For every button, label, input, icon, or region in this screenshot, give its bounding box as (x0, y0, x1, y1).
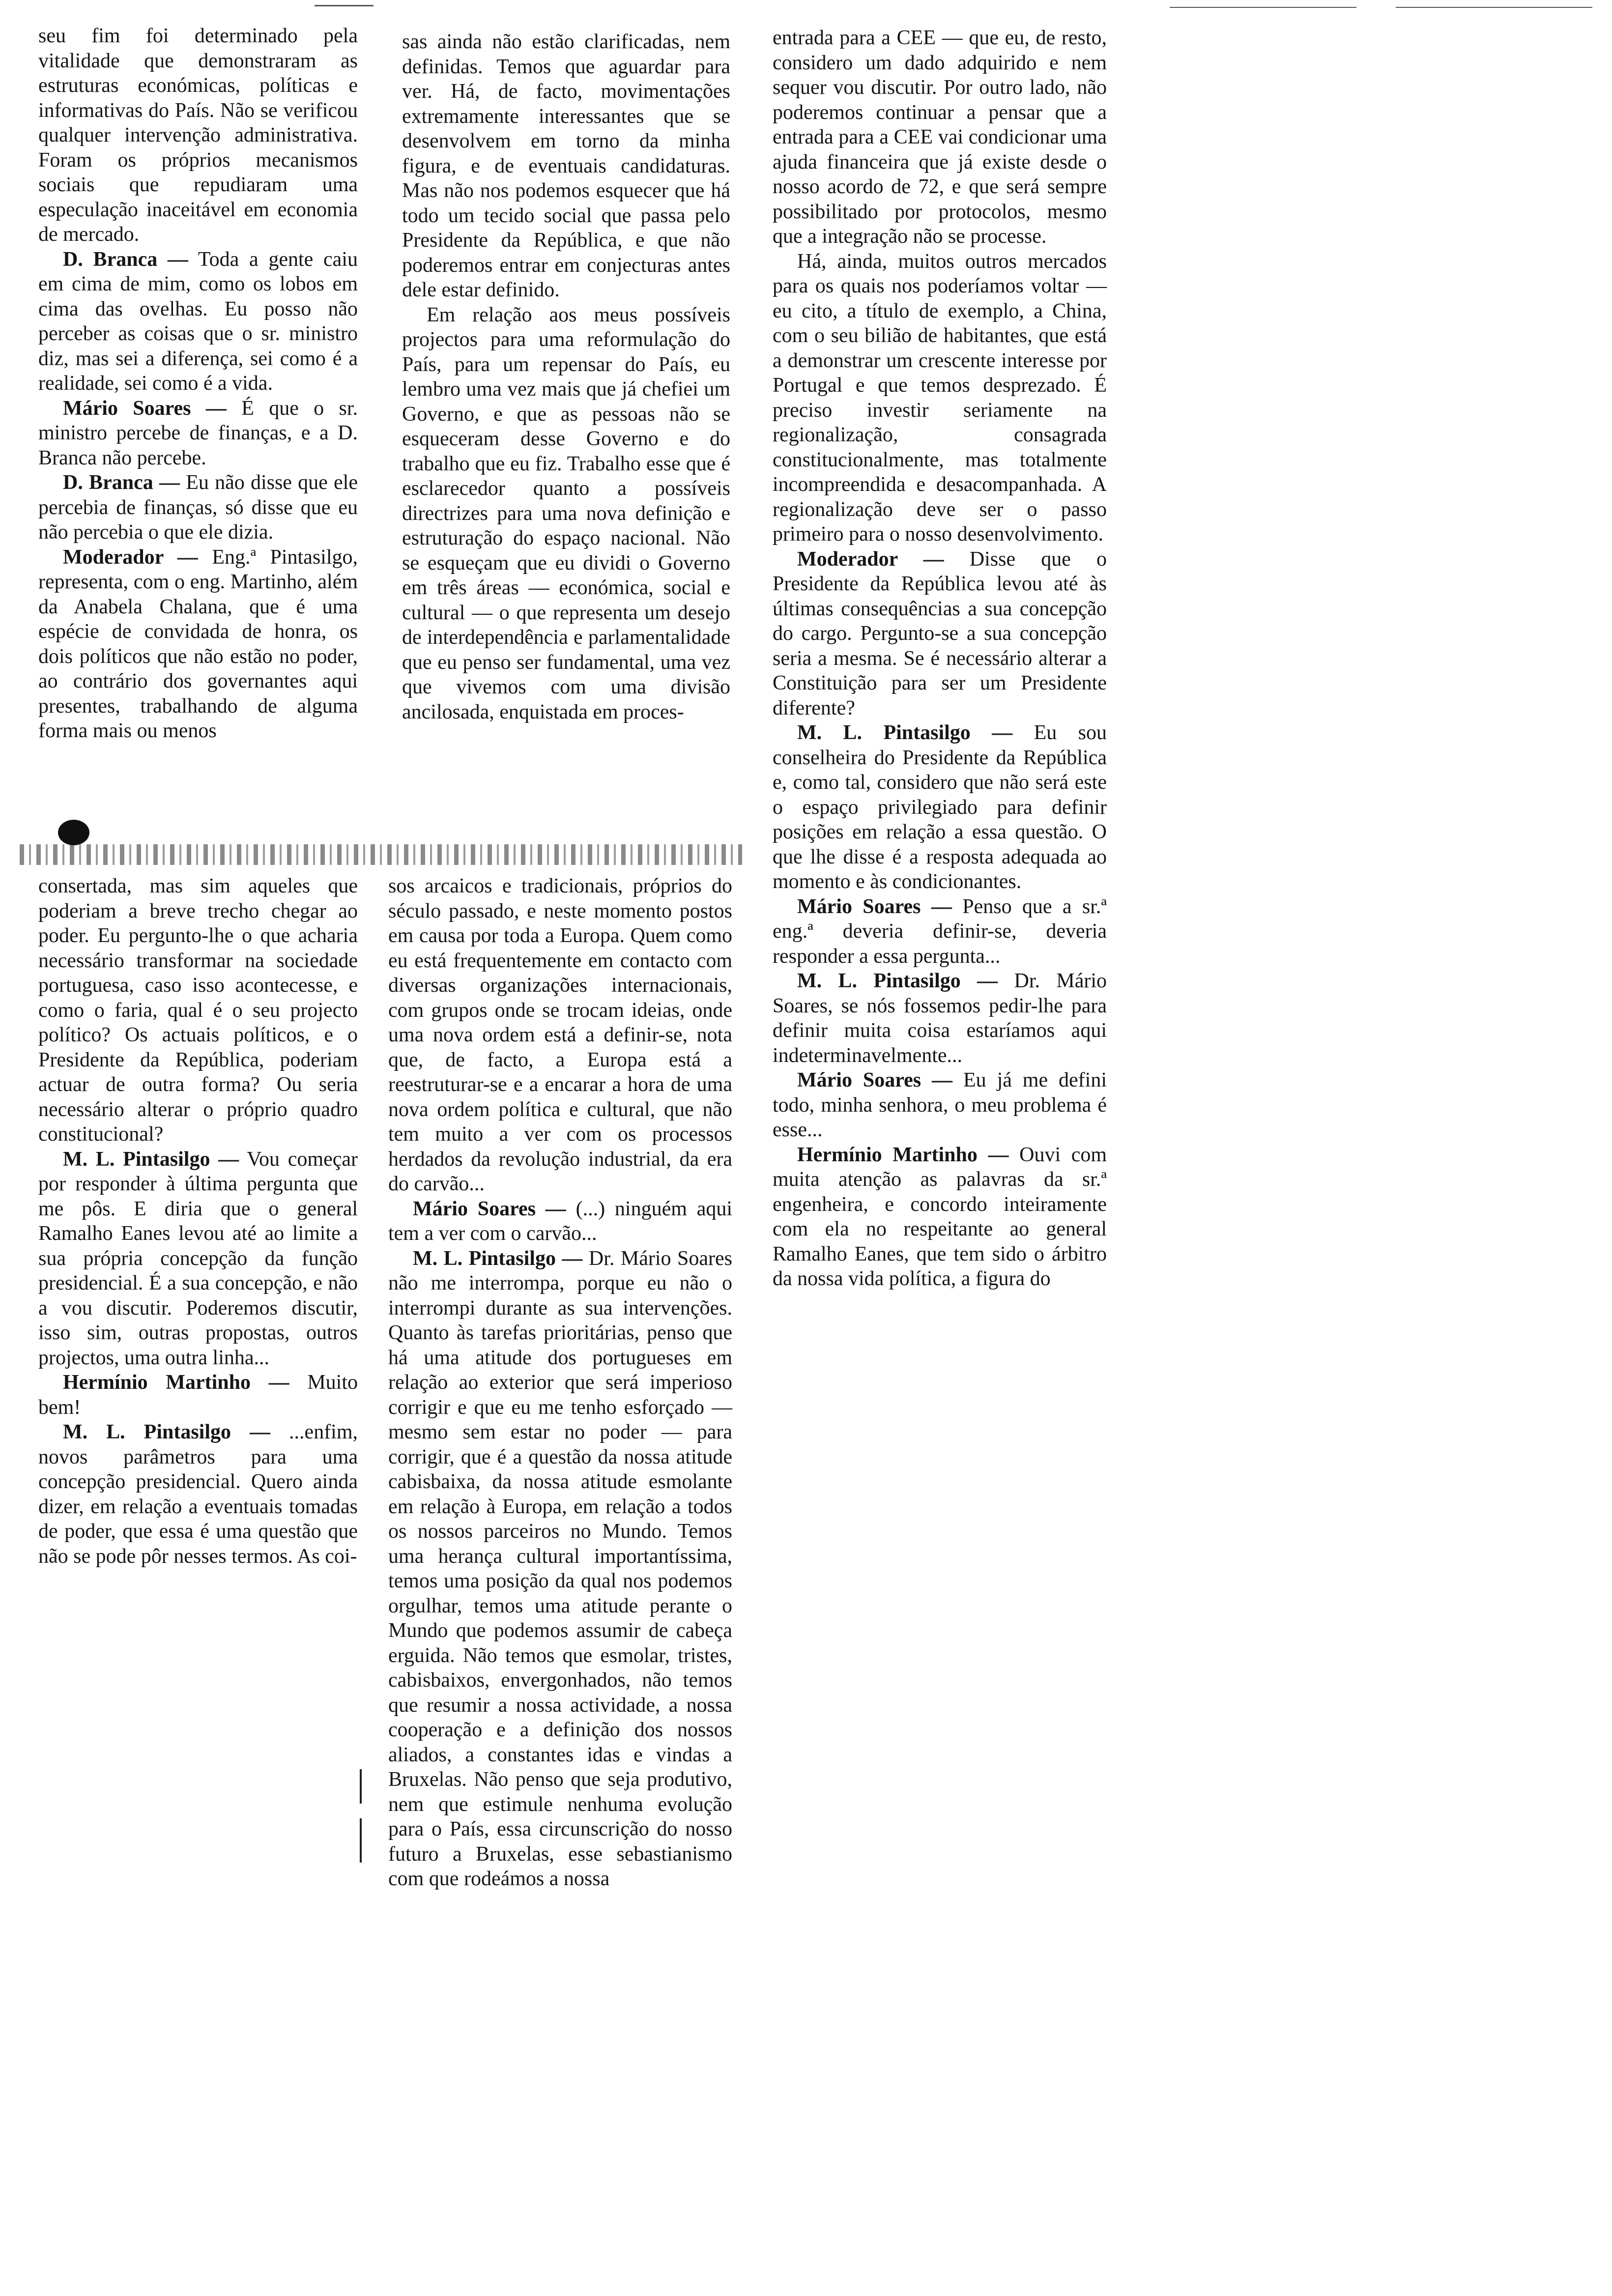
margin-mark (360, 1818, 362, 1863)
paragraph (388, 1246, 732, 1892)
speaker-name: Mário Soares — (63, 397, 227, 420)
paragraph (38, 470, 358, 545)
speaker-name: Hermínio Martinho — (797, 1143, 1009, 1166)
ink-blot (58, 820, 89, 845)
speaker-name: Mário Soares — (797, 895, 952, 918)
paragraph (773, 894, 1107, 969)
paragraph-text: Eu não disse que ele percebia de finanças, só disse que eu não percebia o que ele dizia. (38, 471, 358, 544)
paragraph-text: Disse que o Presidente da República levou até às últimas consequências a sua concepção do cargo. Pergunto-se a sua concepção seria a mesma. Se é necessário alterar a Constituição para ser um Presidente diferente? (773, 547, 1107, 719)
paragraph-text: Toda a gente caiu em cima de mim, como os lobos em cima das ovelhas. Eu posso não perceber as coisas que o sr. ministro diz, mas sei a diferença, sei como é a realidade, sei como é a vida. (38, 248, 358, 395)
paragraph (773, 26, 1107, 249)
paragraph-text: Vou começar por responder à última pergunta que me pôs. E diria que o general Ramalho Eanes levou até ao limite a sua própria concepção da função presidencial. É a sua concepção, e não a vou discutir. Poderemos discutir, isso sim, outras propostas, outros projectos, uma outra linha... (38, 1148, 358, 1369)
paragraph (773, 720, 1107, 894)
speaker-name: M. L. Pintasilgo — (63, 1421, 271, 1443)
top-rule-mark (1170, 7, 1356, 8)
top-rule-mark (315, 5, 374, 6)
paragraph (38, 247, 358, 396)
paragraph (773, 547, 1107, 721)
speaker-name: Mário Soares — (413, 1197, 566, 1220)
paragraph (38, 24, 358, 247)
paragraph-text: seu fim foi determinado pela vitalidade que demonstraram as estruturas económicas, políticas e informativas do País. Não se verificou qualquer intervenção administrativa. Foram os próprios mecanismos sociais que repudiaram uma especulação inaceitável em economia de mercado. (38, 25, 358, 246)
paragraph-text: Muito bem! (38, 1371, 358, 1419)
paragraph (38, 874, 358, 1147)
paragraph-text: sas ainda não estão clarificadas, nem definidas. Temos que aguardar para ver. Há, de facto, movimentações extremamente interessantes que se desenvolvem em torno da minha figura, e de eventuais candidaturas. Mas não nos podemos esquecer que há todo um tecido social que passa pelo Presidente da República, e que não poderemos entrar em conjecturas antes dele estar definido. (402, 30, 730, 301)
column-3 (773, 26, 1107, 1292)
paragraph (38, 1147, 358, 1371)
paragraph-text: ...enfim, novos parâmetros para uma concepção presidencial. Quero ainda dizer, em relação a eventuais tomadas de poder, que essa é uma questão que não se pode pôr nesses termos. As coi- (38, 1421, 358, 1568)
speaker-name: M. L. Pintasilgo — (797, 970, 998, 992)
top-rule-mark (1396, 7, 1592, 8)
speaker-name: M. L. Pintasilgo — (413, 1247, 583, 1270)
column-1-top (38, 24, 358, 744)
page-fold-noise (20, 844, 742, 865)
paragraph-text: É que o sr. ministro percebe de finanças, e a D. Branca não percebe. (38, 397, 358, 469)
column-1-bottom (38, 874, 358, 1569)
margin-mark (360, 1769, 362, 1804)
column-2-bottom (388, 874, 732, 1892)
speaker-name: D. Branca — (63, 248, 188, 271)
paragraph-text: entrada para a CEE — que eu, de resto, considero um dado adquirido e nem sequer vou discutir. Por outro lado, não poderemos continuar a pensar que a entrada para a CEE vai condicionar uma ajuda financeira que já existe desde o nosso acordo de 72, e que será sempre possibilitado por protocolos, mesmo que a integração não se processe. (773, 27, 1107, 248)
paragraph (773, 1143, 1107, 1292)
paragraph-text: Em relação aos meus possíveis projectos para uma reformulação do País, para um repensar do País, eu lembro uma vez mais que já chefiei um Governo, e que as pessoas não se esqueceram desse Governo e do trabalho que eu fiz. Trabalho esse que é esclarecedor quanto a possíveis directrizes para uma nova definição e estruturação do espaço nacional. Não se esqueçam que eu dividi o Governo em três áreas — económica, social e cultural — o que representa um desejo de interdependência e parlamentalidade que eu penso ser fundamental, uma vez que vivemos com uma divisão ancilosada, enquistada em proces- (402, 303, 730, 723)
paragraph-text: Dr. Mário Soares, se nós fossemos pedir-lhe para definir muita coisa estaríamos aqui indeterminavelmente... (773, 970, 1107, 1067)
paragraph (402, 29, 730, 303)
speaker-name: Hermínio Martinho — (63, 1371, 289, 1394)
paragraph-text: Eu já me defini todo, minha senhora, o meu problema é esse... (773, 1069, 1107, 1141)
paragraph (38, 1420, 358, 1569)
paragraph (38, 1370, 358, 1420)
paragraph-text: Dr. Mário Soares não me interrompa, porque eu não o interrompi durante as sua intervenções. Quanto às tarefas prioritárias, penso que há uma atitude dos portugueses em relação ao exterior que será imperioso corrigir e que eu me tenho esforçado — mesmo sem estar no poder — para corrigir, que é a questão da nossa atitude cabisbaixa, da nossa atitude esmolante em relação à Europa, em relação a todos os nossos parceiros no Mundo. Temos uma herança cultural importantíssima, temos uma posição da qual nos podemos orgulhar, temos uma atitude perante o Mundo que podemos assumir de cabeça erguida. Não temos que esmolar, tristes, cabisbaixos, envergonhados, não temos que resumir a nossa actividade, a nossa cooperação e a definição dos nossos aliados, a constantes idas e vindas a Bruxelas. Não penso que seja produtivo, nem que estimule nenhuma evolução para o País, essa circunscrição do nosso futuro a Bruxelas, esse sebastianismo com que rodeámos a nossa (388, 1247, 732, 1890)
speaker-name: M. L. Pintasilgo — (797, 721, 1013, 744)
paragraph-text: Há, ainda, muitos outros mercados para os quais nos poderíamos voltar — eu cito, a título de exemplo, a China, com o seu bilião de habitantes, que está a demonstrar um crescente interesse por Portugal e que temos desprezado. É preciso investir seriamente na regionalização, consagrada constitucionalmente, mas totalmente incompreendida e desacompanhada. A regionalização deve ser o passo primeiro para o nosso desenvolvimento. (773, 250, 1107, 545)
speaker-name: Moderador — (63, 545, 198, 569)
paragraph-text: sos arcaicos e tradicionais, próprios do século passado, e neste momento postos em causa por toda a Europa. Quem como eu está frequentemente em contacto com diversas organizações internacionais, com grupos onde se trocam ideias, onde uma nova ordem está a definir-se, nota que, de facto, a Europa está a reestruturar-se e a encarar a hora de uma nova ordem política e cultural, que não tem muito a ver com os processos herdados da revolução industrial, da era do carvão... (388, 875, 732, 1195)
paragraph-text: Ouvi com muita atenção as palavras da sr.ª engenheira, e concordo inteiramente com ela no respeitante ao general Ramalho Eanes, que tem sido o árbitro da nossa vida política, a figura do (773, 1143, 1107, 1290)
paragraph (773, 969, 1107, 1068)
paragraph-text: (...) ninguém aqui tem a ver com o carvão... (388, 1197, 733, 1245)
paragraph-text: Eu sou conselheira do Presidente da República e, como tal, considero que não será este o espaço privilegiado para definir posições em relação a essa questão. O que lhe disse é a resposta adequada ao momento e às condicionantes. (773, 721, 1107, 893)
paragraph-text: consertada, mas sim aqueles que poderiam a breve trecho chegar ao poder. Eu pergunto-lhe o que acharia necessário transformar na sociedade portuguesa, caso isso acontecesse, e como o faria, qual é o seu projecto político? Os actuais políticos, e o Presidente da República, poderiam actuar de outra forma? Ou seria necessário alterar o próprio quadro constitucional? (38, 875, 358, 1146)
paragraph (773, 1068, 1107, 1143)
paragraph (38, 396, 358, 471)
paragraph (402, 303, 730, 725)
paragraph (773, 249, 1107, 547)
column-2-top (402, 29, 730, 724)
speaker-name: Moderador — (797, 547, 944, 571)
speaker-name: D. Branca — (63, 471, 180, 494)
paragraph-text: Penso que a sr.ª eng.ª deveria definir-se, deveria responder a essa pergunta... (773, 895, 1107, 968)
paragraph (388, 874, 732, 1197)
speaker-name: Mário Soares — (797, 1069, 953, 1091)
speaker-name: M. L. Pintasilgo — (63, 1148, 239, 1171)
paragraph (38, 545, 358, 744)
paragraph (388, 1197, 732, 1246)
paragraph-text: Eng.ª Pintasilgo, representa, com o eng. Martinho, além da Anabela Chalana, que é uma espécie de convidada de honra, os dois políticos que não estão no poder, ao contrário dos governantes aqui presentes, trabalhando de alguma forma mais ou menos (38, 545, 358, 742)
